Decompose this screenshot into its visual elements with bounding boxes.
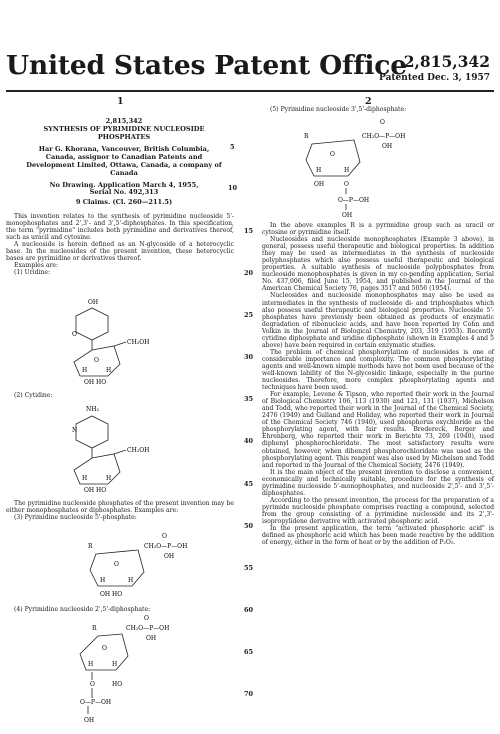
h-label: H	[106, 475, 112, 482]
phosphates-paragraph: The pyrimidine nucleoside phosphates of the present invention may be either monophosphates or diphosphates. Examples are:	[6, 500, 234, 515]
patent-number: 2,815,342	[403, 52, 490, 71]
o-label: O	[72, 331, 77, 338]
line-number: 15	[244, 227, 254, 235]
r-label: R	[304, 133, 309, 140]
line-number: 25	[244, 311, 254, 319]
header-rule	[6, 90, 494, 92]
line-number: 30	[244, 353, 254, 361]
example-5-label: (5) Pyrimidine nucleoside 3',5'-diphosphate:	[270, 106, 407, 113]
right-column-text	[262, 222, 494, 546]
ho-label: HO	[112, 681, 123, 688]
n-label: N	[72, 427, 78, 434]
example-3-structure	[84, 532, 204, 604]
paragraph: According to the present invention, the process for the preparation of a pyrimide nucleoside phosphate comprises reacting a compound, selected from the group consisting of a pyrimidine nucleoside and its 2',3'-isopropylidene derivative with activated phosphoric acid.	[262, 496, 494, 525]
o-label: O	[380, 119, 385, 126]
example-5-block	[262, 106, 494, 113]
h-label: H	[82, 367, 88, 374]
line-number: 35	[244, 395, 254, 403]
example-4-structure	[40, 614, 190, 734]
uridine-structure	[70, 296, 180, 386]
cytidine-label: (2) Cytidine:	[14, 392, 53, 399]
line-number: 10	[228, 184, 238, 192]
column-number-right: 2	[365, 96, 372, 107]
front-inventor: Har G. Khorana, Vancouver, British Columbia, Canada, assignor to Canadian Patents and Development Limited, Ottawa, Canada, a company of Canada	[26, 145, 222, 177]
example-4-block	[6, 606, 234, 613]
oh-label: OH	[146, 635, 157, 642]
h-label: H	[112, 661, 118, 668]
oh-label: OH	[164, 553, 175, 560]
line-number: 45	[244, 480, 254, 488]
o-label: O	[90, 681, 95, 688]
example-5-structure	[300, 118, 440, 218]
h-label: H	[100, 577, 106, 584]
ch2o-p-oh-label: CH₂O—P—OH	[362, 133, 406, 140]
paragraph: In the present application, the term "activated phosphoric acid" is defined as phosphoric acid which has been made reactive by the addition of energy, either in the form of heat or by the addition of P₂O₅.	[262, 525, 494, 547]
o-label: O	[144, 615, 149, 622]
front-claims: 9 Claims. (Cl. 260—211.5)	[75, 198, 173, 207]
phosphates-block	[6, 500, 234, 521]
r-label: R	[88, 543, 93, 550]
line-number: 60	[244, 606, 254, 614]
h-label: H	[88, 661, 94, 668]
o-p-oh-label: O—P—OH	[338, 197, 370, 204]
paragraph: The problem of chemical phosphorylation of nucleosides is one of considerable importance and complexity. The common phosphorylating agents and well-known simple methods have not been used because of the well-known lability of the N-glycosidic linkage, especially in the purine nucleosides. Therefore, more complex phosphorylating agents and techniques have been used.	[262, 348, 494, 392]
left-column-text	[6, 213, 234, 276]
front-patent-number: 2,815,342	[105, 117, 143, 125]
oh-ho-label: OH HO	[84, 487, 107, 494]
column-number-left: 1	[117, 96, 124, 107]
o-ring-label: O	[94, 357, 99, 364]
o-label: O	[162, 533, 167, 540]
h-label: H	[82, 475, 88, 482]
r-label: R	[92, 625, 97, 632]
cytidine-block	[6, 392, 234, 399]
example-3-label: (3) Pyrimidine nucleoside 5'-phosphate:	[14, 514, 137, 522]
nucleoside-definition: A nucleoside is herein defined as an N-glycoside of a heterocyclic base. In the nucleosides of the present invention, these heterocyclic bases are pyrimidine or derivatives thereof.	[6, 241, 234, 263]
cytidine-structure	[70, 404, 180, 494]
paragraph: Nucleosides and nucleoside monophosphates may also be used as intermediates in the synthesis of nucleoside di- and triphosphates which also possess useful therapeutic and biological properties. Nucleoside 5'-phosphates have previously been obtained as products of enzymatic degradation of ribonucleic acids, and have been reported by Cohn and Volkin in the Journal of Biological Chemistry, 203, 319 (1953). Recently cytidine diphosphate and uridine diphosphate (shown in Examples 4 and 5 above) have been required in certain enzymatic studies.	[262, 292, 494, 349]
o-label: O	[344, 181, 349, 188]
ch2oh-label: CH₂OH	[127, 447, 150, 454]
example-4-label: (4) Pyrimidine nucleoside 2',5'-diphosphate:	[14, 606, 151, 613]
line-number: 65	[244, 648, 254, 656]
oh-ho-label: OH HO	[84, 379, 107, 386]
line-number: 50	[244, 522, 254, 530]
o-ring-label: O	[102, 645, 107, 652]
examples-heading: Examples are:	[14, 262, 59, 270]
oh-label: OH	[382, 143, 393, 150]
ch2oh-label: CH₂OH	[127, 339, 150, 346]
line-number: 70	[244, 690, 254, 698]
oh-label: OH	[314, 181, 325, 188]
paragraph: It is the main object of the present invention to disclose a convenient, economically and technically suitable, procedure for the synthesis of pyrimidine nucleoside 5'-monophosphates, and nucleoside 2',5'- and 3',5'-diphosphates.	[262, 468, 494, 497]
h-label: H	[344, 167, 350, 174]
h-label: H	[128, 577, 134, 584]
o-ring-label: O	[114, 561, 119, 568]
paragraph: Nucleosides and nucleoside monophosphates (Example 3 above), in general, possess useful therapeutic and biological properties. In addition they may be used as intermediates in the synthesis of nucleoside polyphosphates which also possess useful therapeutic and biological properties. A suitable synthesis of nucleoside polyphosphates from nucleoside monophosphates is given in my co-pending application, Serial No. 437,006, filed June 15, 1954, and published in the Journal of the American Chemical Society 76, pages 3517 and 5056 (1954).	[262, 236, 494, 293]
uridine-label: (1) Uridine:	[14, 269, 51, 277]
line-number: 20	[244, 269, 254, 277]
ch2o-p-oh-label: CH₂O—P—OH	[144, 543, 188, 550]
h-label: H	[106, 367, 112, 374]
paragraph: In the above examples R is a pyrimidine group such as uracil or cytosine or pyrimidine itself.	[262, 222, 494, 237]
ch2o-p-oh-label: CH₂O—P—OH	[126, 625, 170, 632]
line-number: 40	[244, 437, 254, 445]
o-ring-label: O	[330, 151, 335, 158]
paragraph: For example, Levene & Tipson, who reported their work in the Journal of Biological Chemistry 106, 113 (1930) and 121, 131 (1937), Michelson and Todd, who reported their work in the Journal of the Chemical Society, 2476 (1949) and Gulland and Holiday, who reported their work in Journal of the Chemical Society 746 (1940), used phosphorus oxychloride as the phosphorylating agent, with fair results. Bredereck, Berger and Ehrenberg, who reported their work in Berichte 73, 269 (1940), used diphenyl phosphorochloridate. The most satisfactory results were obtained, however, when dibenzyl phosphorochloridate was used as the phosphorylating agent. This reagent was also used by Michelson and Todd and reported in the Journal of the Chemical Society, 2476 (1949).	[262, 391, 494, 469]
oh-label: OH	[84, 717, 95, 724]
front-matter	[18, 118, 230, 207]
intro-paragraph: This invention relates to the synthesis of pyrimidine nucleoside 5'-monophosphates and 2',3'- and 3',5'-diphosphates. In this specification, the term "pyrimidine" includes both pyrimidine and derivatives thereof, such as uracil and cytosine.	[6, 213, 234, 242]
line-number: 5	[230, 143, 235, 151]
front-application: No Drawing. Application March 4, 1955, Serial No. 492,313	[49, 180, 199, 197]
office-title: United States Patent Office	[6, 50, 407, 81]
oh-label: OH	[342, 212, 353, 218]
line-number: 55	[244, 564, 254, 572]
oh-ho-label: OH HO	[100, 591, 123, 598]
front-title: SYNTHESIS OF PYRIMIDINE NUCLEOSIDE PHOSPHATES	[43, 124, 205, 141]
nh2-label: NH₂	[86, 406, 99, 413]
o-p-oh-label: O—P—OH	[80, 699, 112, 706]
patented-date: Patented Dec. 3, 1957	[379, 73, 490, 83]
h-label: H	[316, 167, 322, 174]
oh-label: OH	[88, 299, 99, 306]
